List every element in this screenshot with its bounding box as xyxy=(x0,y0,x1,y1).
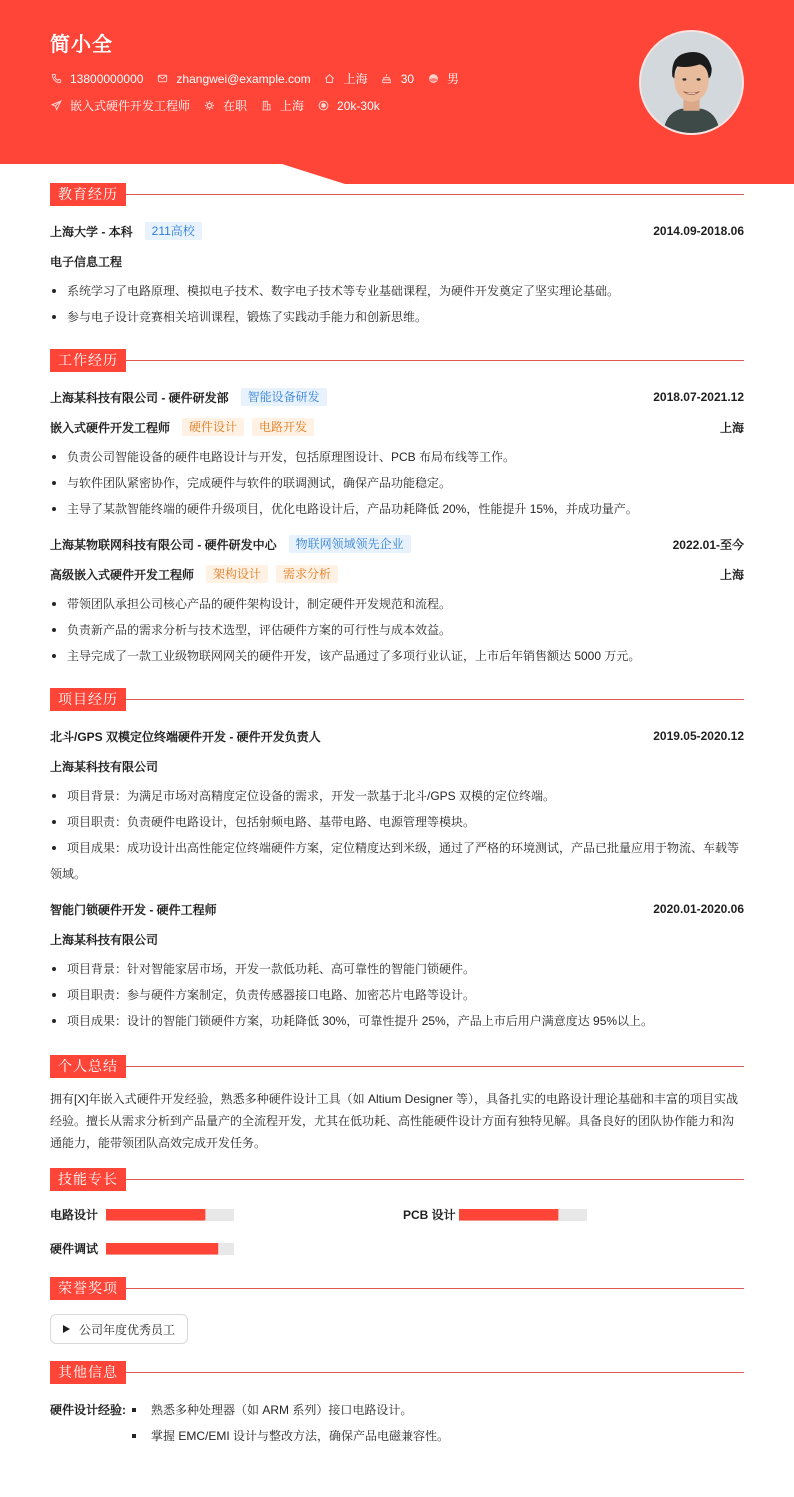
send-icon xyxy=(50,100,62,112)
project-company: 上海某科技有限公司 xyxy=(50,932,159,947)
building-icon xyxy=(260,100,272,112)
section-header xyxy=(50,1361,744,1384)
status-item xyxy=(203,97,247,114)
section-awards xyxy=(50,1277,744,1344)
list-item: 系统学习了电路原理、模拟电子技术、数字电子技术等专业基础课程，为硬件开发奠定了坚实理论基础。 xyxy=(50,278,744,304)
salary-item xyxy=(317,99,380,113)
section-title: 荣誉奖项 xyxy=(50,1277,126,1300)
section-title: 个人总结 xyxy=(50,1055,126,1078)
work-date: 2022.01-至今 xyxy=(672,537,744,552)
list-item: 负责公司智能设备的硬件电路设计与开发，包括原理图设计、PCB 布局布线等工作。 xyxy=(50,444,744,470)
salary-text: 20k-30k xyxy=(337,98,380,113)
list-item: 项目职责：参与硬件方案制定，负责传感器接口电路、加密芯片电路等设计。 xyxy=(50,982,744,1008)
company-dept: 上海某科技有限公司 - 硬件研发部 xyxy=(50,390,229,405)
work-date: 2018.07-2021.12 xyxy=(653,390,744,404)
education-bullets xyxy=(50,278,744,330)
work-position-row xyxy=(50,412,744,442)
position-tag: 需求分析 xyxy=(276,565,338,583)
candidate-name: 简小全 xyxy=(50,34,113,56)
skill-bar-track xyxy=(106,1243,234,1255)
position-tag: 电路开发 xyxy=(252,418,314,436)
work-bullets xyxy=(50,444,744,522)
position-tag: 架构设计 xyxy=(206,565,268,583)
summary-text: 拥有[X]年嵌入式硬件开发经验，熟悉多种硬件设计工具（如 Altium Designer 等），具备扎实的电路设计理论基础和丰富的项目实战经验。擅长从需求分析到产品量产的全流程开发，尤其在低功耗、高性能硬件设计方面有独特见解。具备良好的团队协作能力和沟通能力，能带领团队高效完成开发任务。 xyxy=(50,1092,739,1150)
gender-icon xyxy=(427,73,439,85)
position: 高级嵌入式硬件开发工程师 xyxy=(50,567,195,582)
home-icon xyxy=(324,73,336,85)
section-header xyxy=(50,349,744,372)
target-city-text: 上海 xyxy=(280,99,305,113)
age-text: 30 xyxy=(400,71,415,86)
other-info-values xyxy=(128,1397,449,1449)
section-title: 工作经历 xyxy=(50,349,126,372)
project-name-role: 北斗/GPS 双模定位终端硬件开发 - 硬件开发负责人 xyxy=(50,729,321,744)
mail-icon xyxy=(156,73,168,85)
phone-item xyxy=(50,72,143,86)
section-work xyxy=(50,349,744,669)
target-position-item xyxy=(50,97,190,114)
project-bullets xyxy=(50,783,744,887)
work-bullets xyxy=(50,591,744,669)
position: 嵌入式硬件开发工程师 xyxy=(50,420,171,435)
project-bullets xyxy=(50,956,744,1034)
position-tag: 硬件设计 xyxy=(182,418,244,436)
skill-name: 电路设计 xyxy=(50,1208,99,1222)
avatar xyxy=(639,30,744,135)
project-company-row xyxy=(50,924,744,954)
age-item xyxy=(381,72,414,86)
section-projects xyxy=(50,688,744,1034)
skill-bar-track xyxy=(459,1209,587,1221)
section-divider xyxy=(126,1066,744,1067)
award-toggle[interactable] xyxy=(50,1314,188,1344)
education-date: 2014.09-2018.06 xyxy=(653,224,744,238)
section-divider xyxy=(126,194,744,195)
cake-icon xyxy=(381,73,393,85)
work-item xyxy=(50,382,744,522)
section-title: 技能专长 xyxy=(50,1168,126,1191)
section-header xyxy=(50,688,744,711)
section-skills xyxy=(50,1168,744,1263)
target-city-item xyxy=(260,97,304,114)
status-text: 在职 xyxy=(223,99,248,113)
email-item xyxy=(156,72,310,86)
list-item: 掌握 EMC/EMI 设计与整改方法，确保产品电磁兼容性。 xyxy=(128,1423,449,1449)
project-title-row xyxy=(50,894,744,924)
phone-text[interactable]: 13800000000 xyxy=(70,71,144,86)
major: 电子信息工程 xyxy=(50,254,123,269)
work-item xyxy=(50,529,744,669)
list-item: 参与电子设计竞赛相关培训课程，锻炼了实践动手能力和创新思维。 xyxy=(50,304,744,330)
project-item xyxy=(50,721,744,887)
skill-bar-fill xyxy=(459,1209,558,1221)
section-divider xyxy=(126,1179,744,1180)
skill-bar-fill xyxy=(106,1209,205,1221)
resume-header xyxy=(0,0,794,185)
section-title: 项目经历 xyxy=(50,688,126,711)
list-item: 主导了某款智能终端的硬件升级项目，优化电路设计后，产品功耗降低 20%，性能提升 15%，并成功量产。 xyxy=(50,496,744,522)
major-row xyxy=(50,246,744,276)
section-divider xyxy=(126,360,744,361)
gender-item xyxy=(427,70,459,87)
resume-body xyxy=(50,183,744,1449)
section-other xyxy=(50,1361,744,1449)
list-item: 项目成果：成功设计出高性能定位终端硬件方案，定位精度达到米级，通过了严格的环境测试，产品已批量应用于物流、车载等领域。 xyxy=(50,835,744,887)
work-location: 上海 xyxy=(719,567,744,582)
section-title: 其他信息 xyxy=(50,1361,126,1384)
section-divider xyxy=(126,699,744,700)
section-summary xyxy=(50,1055,744,1154)
project-title-row xyxy=(50,721,744,751)
phone-icon xyxy=(50,73,62,85)
job-intent-row xyxy=(50,97,393,114)
target-position-text: 嵌入式硬件开发工程师 xyxy=(70,99,191,113)
section-education xyxy=(50,183,744,330)
project-company: 上海某科技有限公司 xyxy=(50,759,159,774)
project-date: 2019.05-2020.12 xyxy=(653,729,744,743)
work-company-row xyxy=(50,529,744,559)
list-item: 主导完成了一款工业级物联网网关的硬件开发，该产品通过了多项行业认证，上市后年销售额达 5000 万元。 xyxy=(50,643,744,669)
skill-bar-track xyxy=(106,1209,234,1221)
section-title: 教育经历 xyxy=(50,183,126,206)
work-location: 上海 xyxy=(719,420,744,435)
skills-grid xyxy=(50,1191,744,1263)
education-row xyxy=(50,216,744,246)
caret-right-icon xyxy=(63,1325,70,1333)
project-company-row xyxy=(50,751,744,781)
list-item: 项目成果：设计的智能门锁硬件方案，功耗降低 30%，可靠性提升 25%，产品上市后用户满意度达 95%以上。 xyxy=(50,1008,744,1034)
gender-text: 男 xyxy=(447,72,460,86)
city-item xyxy=(324,70,368,87)
list-item: 项目背景：针对智能家居市场，开发一款低功耗、高可靠性的智能门锁硬件。 xyxy=(50,956,744,982)
other-info-item xyxy=(50,1397,744,1449)
award-name: 公司年度优秀员工 xyxy=(79,1322,176,1337)
section-divider xyxy=(126,1372,744,1373)
company-tag: 物联网领域领先企业 xyxy=(289,535,411,553)
section-header xyxy=(50,1168,744,1191)
project-date: 2020.01-2020.06 xyxy=(653,902,744,916)
salary-icon xyxy=(317,100,329,112)
list-item: 负责新产品的需求分析与技术选型，评估硬件方案的可行性与成本效益。 xyxy=(50,617,744,643)
avatar-photo xyxy=(641,32,742,133)
skill-item xyxy=(50,1206,234,1223)
work-company-row xyxy=(50,382,744,412)
company-tag: 智能设备研发 xyxy=(241,388,327,406)
school-degree: 上海大学 - 本科 xyxy=(50,224,133,239)
other-info-key: 硬件设计经验: xyxy=(50,1403,126,1417)
project-name-role: 智能门锁硬件开发 - 硬件工程师 xyxy=(50,902,217,917)
city-text: 上海 xyxy=(343,72,368,86)
skill-name: 硬件调试 xyxy=(50,1242,99,1256)
section-header xyxy=(50,1277,744,1300)
list-item: 项目背景：为满足市场对高精度定位设备的需求，开发一款基于北斗/GPS 双模的定位终端。 xyxy=(50,783,744,809)
company-dept: 上海某物联网科技有限公司 - 硬件研发中心 xyxy=(50,537,277,552)
skill-name: PCB 设计 xyxy=(403,1208,456,1222)
skill-item xyxy=(403,1206,587,1223)
section-header xyxy=(50,1055,744,1078)
list-item: 与软件团队紧密协作，完成硬件与软件的联调测试，确保产品功能稳定。 xyxy=(50,470,744,496)
section-divider xyxy=(126,1288,744,1289)
status-gear-icon xyxy=(203,100,215,112)
list-item: 项目职责：负责硬件电路设计，包括射频电路、基带电路、电源管理等模块。 xyxy=(50,809,744,835)
project-item xyxy=(50,894,744,1034)
skill-item xyxy=(50,1240,234,1257)
school-tag: 211高校 xyxy=(145,222,202,240)
list-item: 带领团队承担公司核心产品的硬件架构设计，制定硬件开发规范和流程。 xyxy=(50,591,744,617)
section-header xyxy=(50,183,744,206)
contact-info-row xyxy=(50,70,472,87)
email-text[interactable]: zhangwei@example.com xyxy=(176,71,311,86)
work-position-row xyxy=(50,559,744,589)
skill-bar-fill xyxy=(106,1243,218,1255)
list-item: 熟悉多种处理器（如 ARM 系列）接口电路设计。 xyxy=(128,1397,449,1423)
